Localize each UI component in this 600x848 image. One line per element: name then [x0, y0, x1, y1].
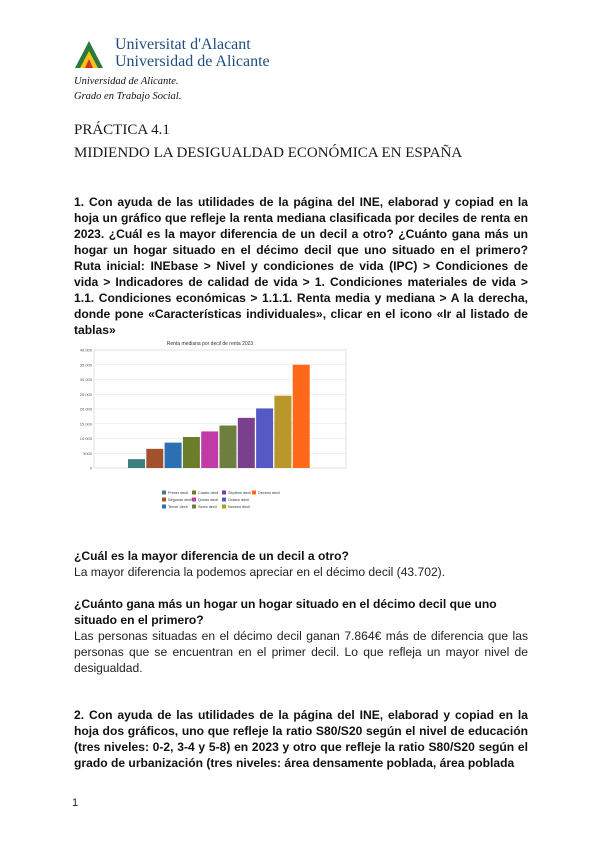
legend-swatch	[192, 505, 196, 509]
bar-5	[201, 431, 218, 468]
legend-swatch	[222, 491, 226, 495]
legend-swatch	[192, 491, 196, 495]
chart-title: Renta mediana por decil de renta 2023	[166, 341, 254, 347]
legend-label: Octavo decil	[228, 498, 249, 502]
bar-9	[274, 396, 291, 468]
degree-name: Grado en Trabajo Social.	[74, 91, 182, 102]
bar-2	[146, 449, 163, 468]
legend-swatch	[252, 491, 256, 495]
legend-swatch	[162, 498, 166, 502]
legend-label: Noveno decil	[228, 505, 250, 509]
legend-swatch	[222, 505, 226, 509]
y-tick-label: 40.000	[79, 347, 92, 353]
legend-label: Décimo decil	[258, 491, 280, 495]
bar-10	[293, 365, 310, 468]
legend-swatch	[192, 498, 196, 502]
question-2: ¿Cuánto gana más un hogar un hogar situado en el décimo decil que uno situado en el primero?	[74, 597, 497, 627]
logo-line-valenciano: Universitat d'Alacant	[115, 36, 251, 53]
y-tick-label: 5000	[83, 450, 92, 456]
y-tick-label: 20.000	[79, 406, 92, 412]
section2-prompt: 2. Con ayuda de las utilidades de la página del INE, elaborad y copiad en la hoja dos gráficos, uno que refleje la ratio S80/S20 según el nivel de educación (tres niveles: 0-2, 3-4 y 5-8) en 2023 y otro que refleje la ratio S80/S20 según el grado de urbanización (tres niveles: área densamente poblada, área poblada	[74, 708, 528, 770]
legend-label: Cuarto decil	[198, 491, 219, 495]
income-decile-bar-chart	[70, 338, 350, 526]
legend-swatch	[162, 505, 166, 509]
y-tick-label: 25.000	[79, 391, 92, 397]
y-tick-label: 15.000	[79, 421, 92, 427]
legend-swatch	[162, 491, 166, 495]
bar-3	[165, 443, 182, 468]
bar-4	[183, 437, 200, 468]
bar-1	[128, 459, 145, 468]
university-logo-text	[115, 36, 270, 70]
legend-label: Tercer decil	[168, 505, 188, 509]
bar-6	[220, 426, 237, 468]
question-1: ¿Cuál es la mayor diferencia de un decil a otro?	[74, 549, 349, 563]
bar-8	[256, 408, 273, 468]
practice-subtitle: MIDIENDO LA DESIGUALDAD ECONÓMICA EN ESPAÑA	[74, 145, 463, 161]
legend-label: Primer decil	[168, 491, 189, 495]
y-tick-label: 35.000	[79, 362, 92, 368]
section1-prompt: 1. Con ayuda de las utilidades de la página del INE, elaborad y copiad en la hoja un gráfico que refleje la renta mediana clasificada por deciles de renta en 2023. ¿Cuál es la mayor diferencia de un decil a otro? ¿Cuánto gana más un hogar un hogar situado en el décimo decil que uno situado en el primero? Ruta inicial: INEbase > Nivel y condiciones de vida (IPC) > Condiciones de vida > Indicadores de calidad de vida > 1. Condiciones materiales de vida > 1.1. Condiciones económicas > 1.1.1. Renta media y mediana > A la derecha, donde pone «Características individuales», clicar en el icono «Ir al listado de tablas»	[74, 195, 528, 337]
y-tick-label: 0	[89, 465, 92, 471]
y-tick-label: 30.000	[79, 377, 92, 382]
bar-7	[238, 418, 255, 468]
legend-label: Séptimo decil	[228, 491, 251, 495]
answer-2: Las personas situadas en el décimo decil ganan 7.864€ más de diferencia que las personas que se encuentran en el primer decil. Lo que refleja un mayor nivel de desigualdad.	[74, 629, 528, 675]
legend-label: Sexto decil	[198, 505, 217, 509]
answer-1: La mayor diferencia la podemos apreciar en el décimo decil (43.702).	[74, 565, 446, 579]
y-tick-label: 10.000	[79, 436, 92, 441]
practice-title: PRÁCTICA 4.1	[74, 122, 170, 138]
institution-name: Universidad de Alicante.	[74, 76, 179, 87]
legend-label: Quinto decil	[198, 498, 219, 502]
logo-line-castellano: Universidad de Alicante	[115, 53, 270, 70]
page-number: 1	[72, 797, 79, 809]
legend-swatch	[222, 498, 226, 502]
university-logo-icon	[72, 37, 106, 71]
legend-label: Segundo decil	[168, 498, 193, 502]
